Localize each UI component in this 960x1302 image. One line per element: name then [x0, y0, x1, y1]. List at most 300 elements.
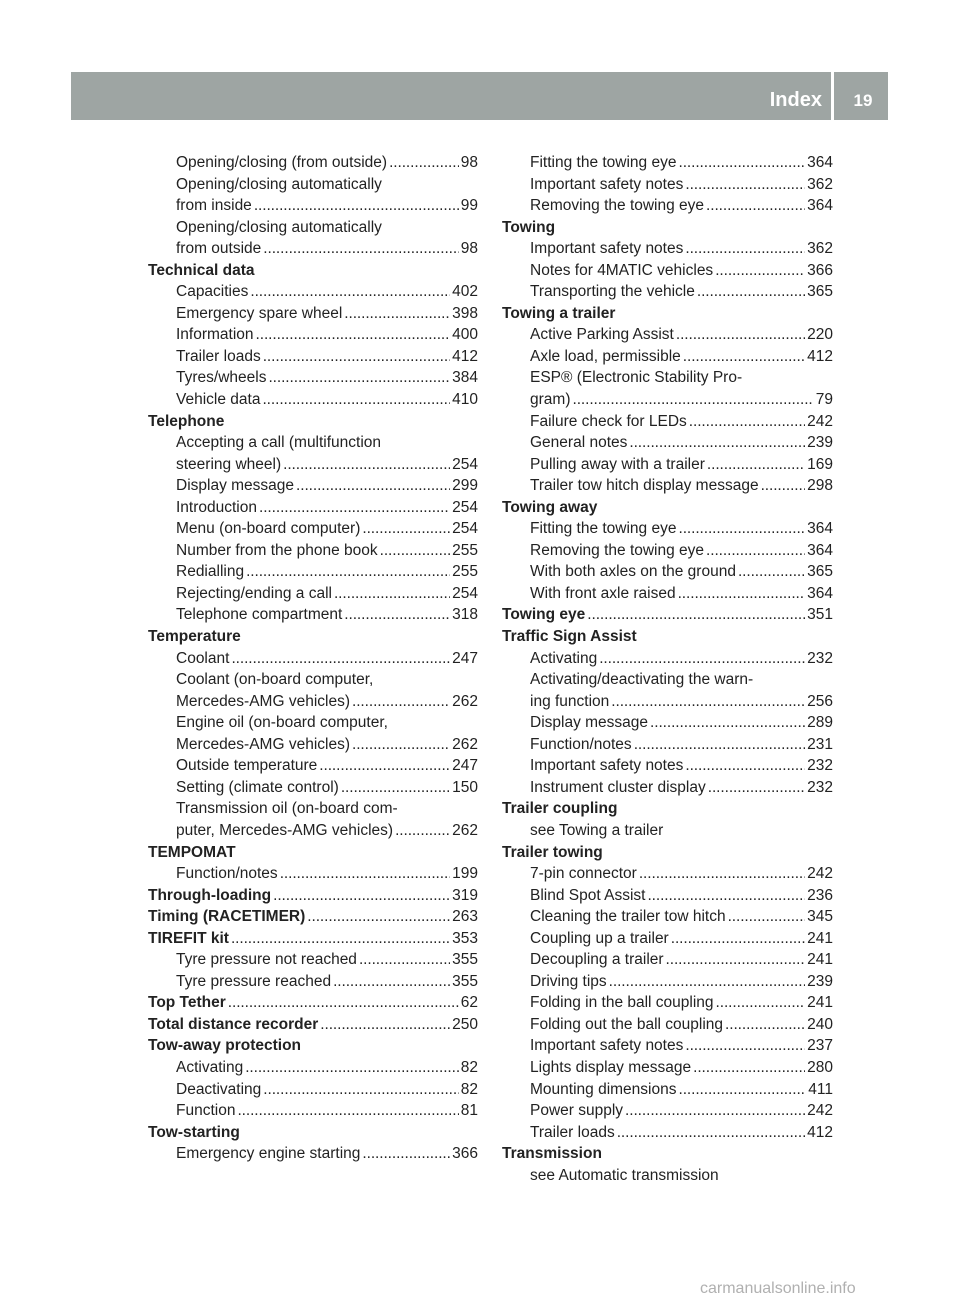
entry-text: Accepting a call (multifunction — [176, 434, 382, 452]
index-subentry — [148, 518, 478, 540]
entry-text: Telephone — [148, 412, 225, 430]
index-subentry — [502, 691, 833, 713]
page-reference: 256 — [807, 692, 833, 710]
page-reference: 355 — [452, 951, 478, 969]
page-reference: 242 — [807, 412, 833, 430]
index-entry — [148, 1035, 478, 1057]
index-subentry — [502, 432, 833, 454]
index-entry — [148, 1014, 478, 1036]
page-reference: 242 — [807, 1102, 833, 1120]
page-reference: 412 — [807, 1123, 833, 1141]
entry-text: Mercedes-AMG vehicles) — [176, 735, 350, 753]
leader-dots — [676, 324, 805, 346]
index-entry — [502, 303, 833, 325]
leader-dots — [256, 324, 451, 346]
leader-dots — [389, 152, 459, 174]
index-subentry — [502, 1165, 833, 1187]
entry-text: Display message — [530, 714, 649, 732]
leader-dots — [344, 303, 450, 325]
page-reference: 236 — [807, 886, 833, 904]
index-subentry — [502, 820, 833, 842]
entry-text: steering wheel) — [176, 455, 282, 473]
entry-text: Power supply — [530, 1102, 624, 1120]
index-subentry — [148, 712, 478, 734]
index-entry — [148, 928, 478, 950]
index-subentry — [148, 367, 478, 389]
index-subentry — [502, 174, 833, 196]
index-subentry — [502, 1122, 833, 1144]
index-subentry — [502, 1057, 833, 1079]
leader-dots — [629, 432, 805, 454]
index-subentry — [502, 475, 833, 497]
leader-dots — [678, 583, 806, 605]
leader-dots — [634, 734, 805, 756]
index-entry — [148, 411, 478, 433]
leader-dots — [268, 367, 450, 389]
leader-dots — [572, 389, 813, 411]
index-subentry — [148, 648, 478, 670]
page-reference: 247 — [452, 649, 478, 667]
index-subentry — [148, 454, 478, 476]
page-reference: 81 — [460, 1102, 478, 1120]
entry-text: Number from the phone book — [176, 541, 378, 559]
index-subentry — [502, 1079, 833, 1101]
entry-text: 7-pin connector — [530, 865, 637, 883]
index-subentry — [148, 561, 478, 583]
leader-dots — [708, 777, 805, 799]
page-reference: 242 — [807, 865, 833, 883]
index-entry — [148, 626, 478, 648]
entry-text: Lights display message — [530, 1058, 692, 1076]
leader-dots — [362, 518, 450, 540]
entry-text: Transmission oil (on-board com- — [176, 800, 398, 818]
leader-dots — [647, 885, 805, 907]
page-reference: 298 — [807, 477, 833, 495]
leader-dots — [725, 1014, 805, 1036]
entry-text: Towing — [502, 218, 556, 236]
page-reference: 362 — [807, 240, 833, 258]
entry-text: Important safety notes — [530, 240, 684, 258]
entry-text: Technical data — [148, 261, 255, 279]
entry-text: Engine oil (on-board computer, — [176, 714, 388, 732]
leader-dots — [678, 152, 805, 174]
index-subentry — [502, 454, 833, 476]
index-subentry — [148, 1143, 478, 1165]
page-reference: 400 — [452, 326, 478, 344]
page-reference: 410 — [452, 391, 478, 409]
index-subentry — [502, 734, 833, 756]
leader-dots — [609, 971, 805, 993]
entry-text: see Automatic transmission — [530, 1166, 719, 1184]
entry-text: Emergency engine starting — [176, 1145, 361, 1163]
entry-text: Folding out the ball coupling — [530, 1015, 724, 1033]
entry-text: Trailer tow hitch display message — [530, 477, 759, 495]
index-subentry — [148, 1100, 478, 1122]
entry-text: Tyres/wheels — [176, 369, 267, 387]
page-reference: 250 — [452, 1015, 478, 1033]
entry-text: gram) — [530, 391, 571, 409]
entry-text: Display message — [176, 477, 295, 495]
index-subentry — [148, 691, 478, 713]
entry-text: Activating — [176, 1058, 244, 1076]
index-subentry — [502, 367, 833, 389]
entry-text: Through-loading — [148, 886, 272, 904]
index-subentry — [148, 324, 478, 346]
index-subentry — [502, 992, 833, 1014]
leader-dots — [715, 260, 805, 282]
leader-dots — [761, 475, 806, 497]
entry-text: Opening/closing automatically — [176, 218, 382, 236]
index-subentry — [502, 346, 833, 368]
index-subentry — [502, 518, 833, 540]
leader-dots — [362, 1143, 450, 1165]
entry-text: Transporting the vehicle — [530, 283, 695, 301]
entry-text: Information — [176, 326, 254, 344]
leader-dots — [395, 820, 450, 842]
entry-text: Opening/closing (from outside) — [176, 154, 388, 171]
index-subentry — [502, 669, 833, 691]
page-reference: 402 — [452, 283, 478, 301]
entry-text: Activating/deactivating the warn- — [530, 671, 754, 689]
page-reference: 318 — [452, 606, 478, 624]
page-reference: 351 — [807, 606, 833, 624]
index-subentry — [502, 949, 833, 971]
page-reference: 362 — [807, 175, 833, 193]
leader-dots — [341, 777, 450, 799]
index-subentry — [148, 540, 478, 562]
page-reference: 98 — [460, 154, 478, 171]
leader-dots — [685, 1035, 805, 1057]
leader-dots — [334, 583, 450, 605]
entry-text: Redialling — [176, 563, 245, 581]
page-reference: 365 — [807, 283, 833, 301]
page-reference: 263 — [452, 908, 478, 926]
page-reference: 262 — [452, 735, 478, 753]
index-subentry — [502, 1014, 833, 1036]
page-reference: 254 — [452, 498, 478, 516]
index-entry — [148, 842, 478, 864]
leader-dots — [263, 1079, 458, 1101]
index-subentry — [148, 949, 478, 971]
index-entry — [502, 217, 833, 239]
header-separator — [831, 72, 834, 120]
entry-text: Active Parking Assist — [530, 326, 674, 344]
page-reference: 79 — [815, 391, 833, 409]
page-reference: 220 — [807, 326, 833, 344]
leader-dots — [707, 454, 805, 476]
page-reference: 239 — [807, 972, 833, 990]
entry-text: Activating — [530, 649, 598, 667]
entry-text: Folding in the ball coupling — [530, 994, 714, 1012]
page-number: 19 — [853, 91, 873, 110]
index-subentry — [148, 798, 478, 820]
leader-dots — [245, 1057, 459, 1079]
page-reference: 169 — [807, 455, 833, 473]
leader-dots — [728, 906, 806, 928]
index-subentry — [148, 669, 478, 691]
leader-dots — [599, 648, 805, 670]
leader-dots — [693, 1057, 805, 1079]
index-column-left — [148, 152, 478, 1165]
leader-dots — [231, 648, 450, 670]
leader-dots — [697, 281, 805, 303]
leader-dots — [685, 174, 805, 196]
page-reference: 255 — [452, 563, 478, 581]
index-subentry — [502, 260, 833, 282]
page-reference: 255 — [452, 541, 478, 559]
page-reference: 384 — [452, 369, 478, 387]
leader-dots — [666, 949, 806, 971]
leader-dots — [639, 863, 805, 885]
index-subentry — [148, 475, 478, 497]
page-reference: 398 — [452, 304, 478, 322]
page-reference: 254 — [452, 455, 478, 473]
entry-text: Driving tips — [530, 972, 607, 990]
entry-text: Vehicle data — [176, 391, 261, 409]
index-subentry — [148, 604, 478, 626]
leader-dots — [273, 885, 450, 907]
entry-text: puter, Mercedes-AMG vehicles) — [176, 821, 394, 839]
entry-text: Notes for 4MATIC vehicles — [530, 261, 714, 279]
entry-text: from inside — [176, 197, 252, 215]
page-reference: 247 — [452, 757, 478, 775]
index-subentry — [148, 1079, 478, 1101]
index-subentry — [148, 303, 478, 325]
entry-text: Important safety notes — [530, 1037, 684, 1055]
entry-text: Important safety notes — [530, 757, 684, 775]
leader-dots — [237, 1100, 458, 1122]
index-subentry — [502, 583, 833, 605]
index-subentry — [148, 217, 478, 239]
entry-text: Tow-away protection — [148, 1037, 302, 1055]
index-subentry — [502, 238, 833, 260]
page-reference: 231 — [807, 735, 833, 753]
page-reference: 355 — [452, 972, 478, 990]
entry-text: Decoupling a trailer — [530, 951, 664, 969]
entry-text: Towing away — [502, 498, 598, 516]
entry-text: ing function — [530, 692, 610, 710]
page-reference: 62 — [460, 994, 478, 1012]
section-title: Index — [769, 89, 822, 111]
entry-text: Outside temperature — [176, 757, 318, 775]
leader-dots — [307, 906, 450, 928]
leader-dots — [254, 195, 459, 217]
entry-text: Trailer loads — [530, 1123, 615, 1141]
leader-dots — [380, 540, 451, 562]
page-reference: 254 — [452, 584, 478, 602]
index-entry — [148, 1122, 478, 1144]
page-reference: 240 — [807, 1015, 833, 1033]
index-subentry — [502, 389, 833, 411]
entry-text: Transmission — [502, 1145, 602, 1163]
leader-dots — [650, 712, 805, 734]
page-reference: 365 — [807, 563, 833, 581]
page-reference: 99 — [460, 197, 478, 215]
page-reference: 239 — [807, 434, 833, 452]
index-subentry — [502, 324, 833, 346]
page-reference: 241 — [807, 994, 833, 1012]
entry-text: Blind Spot Assist — [530, 886, 646, 904]
entry-text: Rejecting/ending a call — [176, 584, 332, 602]
page-reference: 82 — [460, 1080, 478, 1098]
entry-text: Timing (RACETIMER) — [148, 908, 306, 926]
index-subentry — [148, 497, 478, 519]
entry-text: Traffic Sign Assist — [502, 628, 637, 646]
index-subentry — [502, 411, 833, 433]
entry-text: Coolant — [176, 649, 230, 667]
leader-dots — [706, 195, 805, 217]
index-entry — [502, 604, 833, 626]
leader-dots — [352, 691, 450, 713]
page-reference: 150 — [452, 778, 478, 796]
leader-dots — [263, 346, 450, 368]
entry-text: Instrument cluster display — [530, 778, 706, 796]
leader-dots — [333, 971, 450, 993]
index-entry — [502, 497, 833, 519]
page-reference: 366 — [452, 1145, 478, 1163]
index-column-right — [502, 152, 833, 1186]
entry-text: Opening/closing automatically — [176, 175, 382, 193]
index-subentry — [148, 281, 478, 303]
entry-text: Emergency spare wheel — [176, 304, 343, 322]
watermark: carmanualsonline.info — [700, 1280, 856, 1297]
index-subentry — [148, 195, 478, 217]
entry-text: With front axle raised — [530, 584, 676, 602]
index-subentry — [502, 648, 833, 670]
entry-text: Temperature — [148, 628, 241, 646]
entry-text: Towing eye — [502, 606, 586, 624]
page-reference: 237 — [807, 1037, 833, 1055]
entry-text: ESP® (Electronic Stability Pro- — [530, 369, 743, 387]
entry-text: Coupling up a trailer — [530, 929, 669, 947]
leader-dots — [359, 949, 450, 971]
entry-text: TIREFIT kit — [148, 929, 229, 947]
index-subentry — [502, 971, 833, 993]
index-subentry — [502, 906, 833, 928]
index-subentry — [148, 971, 478, 993]
leader-dots — [320, 1014, 450, 1036]
leader-dots — [683, 346, 805, 368]
index-subentry — [502, 195, 833, 217]
index-subentry — [148, 346, 478, 368]
page-reference: 289 — [807, 714, 833, 732]
entry-text: Function — [176, 1102, 236, 1120]
index-entry — [148, 885, 478, 907]
index-subentry — [502, 928, 833, 950]
entry-text: Fitting the towing eye — [530, 154, 677, 171]
entry-text: TEMPOMAT — [148, 843, 236, 861]
index-entry — [148, 260, 478, 282]
entry-text: Removing the towing eye — [530, 197, 705, 215]
leader-dots — [319, 755, 450, 777]
index-subentry — [148, 734, 478, 756]
leader-dots — [250, 281, 450, 303]
index-entry — [502, 626, 833, 648]
page-reference: 412 — [452, 347, 478, 365]
page-reference: 366 — [807, 261, 833, 279]
page-reference: 412 — [807, 347, 833, 365]
page-reference: 280 — [807, 1058, 833, 1076]
entry-text: Towing a trailer — [502, 304, 616, 322]
page-reference: 353 — [452, 929, 478, 947]
leader-dots — [706, 540, 805, 562]
page-reference: 241 — [807, 929, 833, 947]
index-subentry — [502, 1100, 833, 1122]
index-subentry — [502, 863, 833, 885]
entry-text: Menu (on-board computer) — [176, 520, 361, 538]
index-entry — [502, 842, 833, 864]
leader-dots — [280, 863, 450, 885]
entry-text: Mercedes-AMG vehicles) — [176, 692, 350, 710]
leader-dots — [587, 604, 805, 626]
page-reference: 262 — [452, 692, 478, 710]
leader-dots — [259, 497, 450, 519]
index-subentry — [148, 583, 478, 605]
entry-text: Capacities — [176, 283, 249, 301]
index-subentry — [502, 561, 833, 583]
entry-text: Tyre pressure not reached — [176, 951, 357, 969]
index-entry — [502, 1143, 833, 1165]
entry-text: Mounting dimensions — [530, 1080, 677, 1098]
leader-dots — [611, 691, 805, 713]
index-subentry — [502, 540, 833, 562]
leader-dots — [246, 561, 450, 583]
leader-dots — [617, 1122, 805, 1144]
index-subentry — [502, 281, 833, 303]
page-reference: 232 — [807, 778, 833, 796]
index-subentry — [148, 238, 478, 260]
leader-dots — [685, 238, 805, 260]
entry-text: General notes — [530, 434, 628, 452]
index-subentry — [148, 863, 478, 885]
entry-text: Tow-starting — [148, 1123, 240, 1141]
index-entry — [148, 906, 478, 928]
page-reference: 364 — [807, 154, 833, 171]
index-subentry — [502, 885, 833, 907]
page-reference: 82 — [460, 1058, 478, 1076]
index-subentry — [148, 152, 478, 174]
leader-dots — [685, 755, 805, 777]
entry-text: Failure check for LEDs — [530, 412, 687, 430]
leader-dots — [262, 389, 450, 411]
leader-dots — [352, 734, 450, 756]
leader-dots — [263, 238, 458, 260]
entry-text: With both axles on the ground — [530, 563, 736, 581]
entry-text: see Towing a trailer — [530, 821, 664, 839]
entry-text: Trailer coupling — [502, 800, 618, 818]
entry-text: Pulling away with a trailer — [530, 455, 705, 473]
entry-text: Deactivating — [176, 1080, 262, 1098]
entry-text: Trailer towing — [502, 843, 603, 861]
index-subentry — [148, 432, 478, 454]
entry-text: Top Tether — [148, 994, 226, 1012]
index-subentry — [502, 1035, 833, 1057]
leader-dots — [296, 475, 450, 497]
leader-dots — [716, 992, 806, 1014]
index-subentry — [502, 755, 833, 777]
leader-dots — [344, 604, 450, 626]
index-subentry — [148, 174, 478, 196]
page-reference: 364 — [807, 584, 833, 602]
index-subentry — [148, 820, 478, 842]
index-subentry — [148, 1057, 478, 1079]
entry-text: Setting (climate control) — [176, 778, 339, 796]
leader-dots — [678, 1079, 806, 1101]
entry-text: Telephone compartment — [176, 606, 343, 624]
page-reference: 319 — [452, 886, 478, 904]
index-subentry — [148, 389, 478, 411]
page-reference: 364 — [807, 197, 833, 215]
